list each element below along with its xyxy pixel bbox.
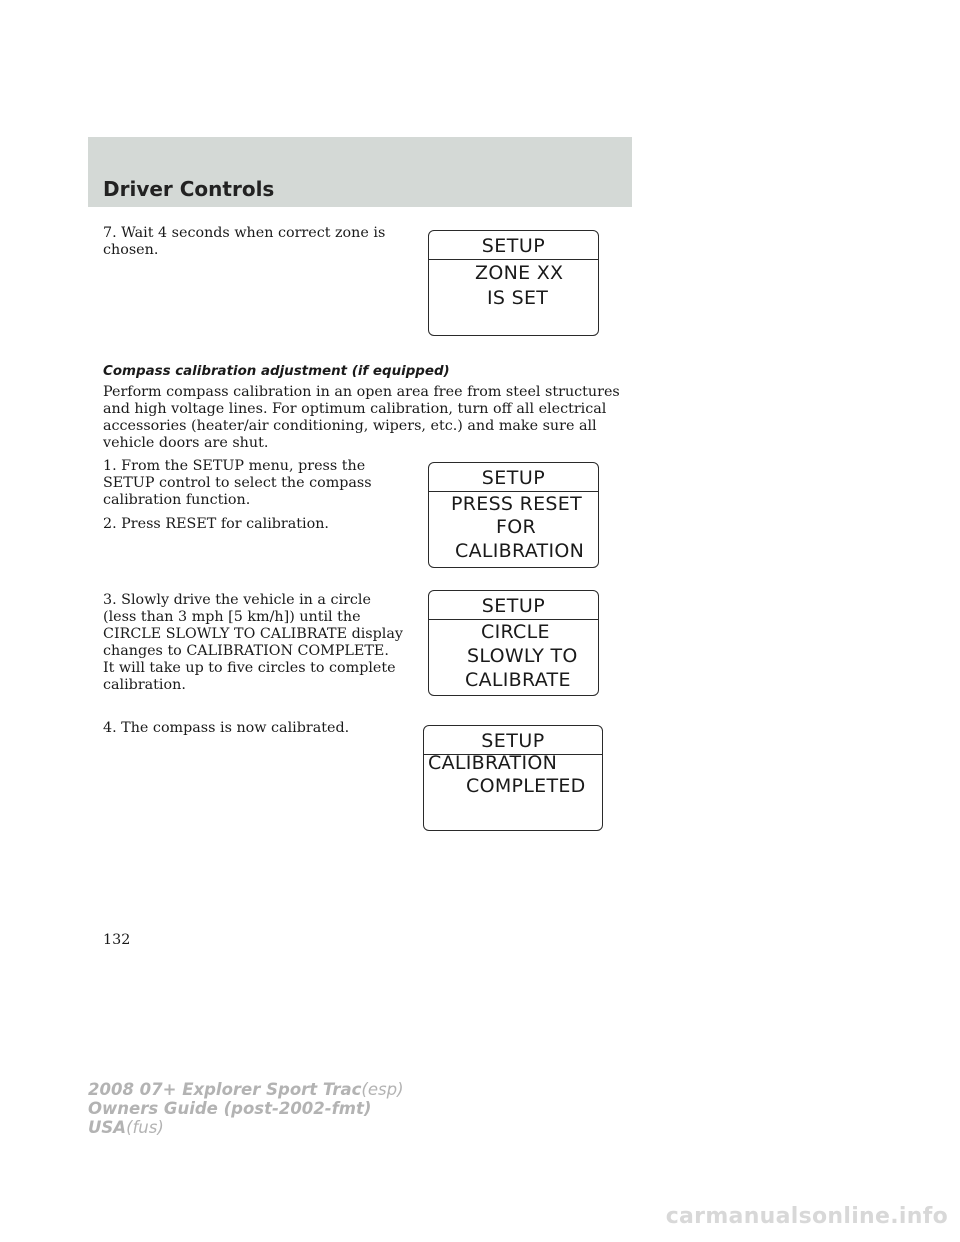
footer-model-code: (esp) — [361, 1080, 404, 1099]
footer-market-code: (fus) — [126, 1118, 164, 1137]
step-3-text: 3. Slowly drive the vehicle in a circle (less than 3 mph [5 km/h]) until the CIRCLE SLOWLY TO CALIBRATE display changes to CALIBRATION COMPLETE. It will take up to five circles to complete calibration. — [103, 592, 403, 693]
display-header: SETUP — [429, 463, 598, 492]
section-header-band — [88, 137, 632, 207]
step-7-text: 7. Wait 4 seconds when correct zone is chosen. — [103, 225, 386, 258]
step-2-text: 2. Press RESET for calibration. — [103, 516, 329, 532]
display-line: CALIBRATE — [465, 669, 571, 691]
display-line: CALIBRATION — [428, 752, 558, 774]
footer-market: USA — [88, 1118, 127, 1137]
footer-line-1 — [88, 1080, 404, 1099]
display-header: SETUP — [429, 591, 598, 620]
display-line: CALIBRATION — [455, 540, 585, 562]
footer-line-2 — [88, 1099, 404, 1118]
display-calibration-completed — [423, 725, 603, 831]
display-zone-set — [428, 230, 599, 336]
display-line: PRESS RESET — [451, 493, 583, 515]
display-header: SETUP — [429, 231, 598, 260]
footer-model: 2008 07+ Explorer Sport Trac — [88, 1080, 362, 1099]
section-title: Driver Controls — [103, 177, 275, 201]
footer-guide: Owners Guide (post-2002-fmt) — [88, 1099, 372, 1118]
watermark: carmanualsonline.info — [665, 1204, 948, 1229]
display-line: COMPLETED — [466, 775, 586, 797]
footer-line-3 — [88, 1118, 404, 1137]
subheading-compass-calibration: Compass calibration adjustment (if equipped) — [103, 364, 450, 379]
step-1-text: 1. From the SETUP menu, press the SETUP control to select the compass calibration function. — [103, 458, 372, 508]
display-header: SETUP — [424, 726, 602, 755]
display-line: FOR — [496, 516, 536, 538]
page-number: 132 — [103, 932, 131, 948]
document-footer — [88, 1080, 404, 1137]
display-line: CIRCLE — [481, 621, 550, 643]
display-circle-slowly — [428, 590, 599, 696]
step-4-text: 4. The compass is now calibrated. — [103, 720, 350, 736]
intro-paragraph: Perform compass calibration in an open area free from steel structures and high voltage lines. For optimum calibration, turn off all electrical accessories (heater/air conditioning, wipers, etc.) and make sure all vehicle doors are shut. — [103, 384, 620, 451]
display-line: ZONE XX — [475, 262, 564, 284]
display-line: SLOWLY TO — [467, 645, 578, 667]
display-line: IS SET — [487, 287, 549, 309]
display-press-reset — [428, 462, 599, 568]
